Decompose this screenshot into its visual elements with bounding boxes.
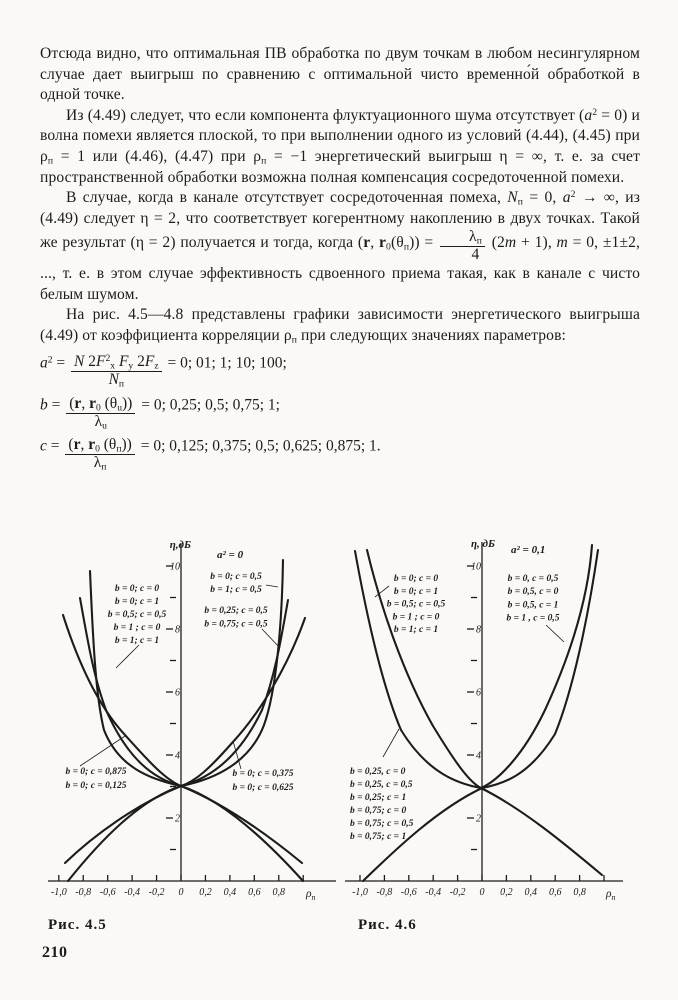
x-tick-label: 0,8 bbox=[272, 887, 286, 898]
curve-label: b = 0,75; c = 1 bbox=[350, 832, 407, 842]
figure-4-5-plot bbox=[40, 538, 350, 910]
curve-label: b = 0; c = 0 bbox=[393, 574, 439, 584]
paragraph-1: Отсюда видно, что оптимальная ПВ обработка по двум точкам в любом несингулярном случае дает выигрыш по сравнению с оптимальной чисто временно́й обработкой в одной точке. bbox=[40, 45, 640, 104]
y-tick-label: 10 bbox=[471, 561, 481, 573]
curve-label: b = 1 ; c = 0 bbox=[113, 623, 161, 633]
x-tick-label: 0,6 bbox=[548, 887, 562, 898]
page-number: 210 bbox=[42, 944, 68, 961]
label-leader-line bbox=[266, 585, 278, 587]
y-tick-label: 6 bbox=[175, 687, 180, 699]
curve-label: b = 0,25; c = 1 bbox=[350, 793, 407, 803]
y-axis-label: η,дБ bbox=[169, 539, 191, 551]
x-tick-label: 0,2 bbox=[199, 887, 212, 898]
figure-4-6 bbox=[343, 538, 628, 910]
curve-label: b = 0,5; c = 0,5 bbox=[386, 599, 446, 610]
y-tick-label: 8 bbox=[175, 624, 180, 636]
chart-title-a2: a² = 0 bbox=[217, 549, 244, 561]
formula-a2: $a^2$ = $\frac{N 2F^2_x F_y 2F_z}{N_п}$ = 0; 01; 1; 10; 100; bbox=[40, 353, 287, 390]
label-leader-line bbox=[262, 629, 280, 648]
label-leader-line bbox=[116, 645, 139, 668]
curve-label: b = 1; c = 1 bbox=[393, 625, 439, 636]
x-axis-symbol: $\rho_п$ bbox=[606, 888, 616, 902]
curve-label: b = 0; c = 1 bbox=[114, 597, 160, 607]
label-leader-line bbox=[546, 625, 564, 642]
x-axis-symbol: $\rho_п$ bbox=[306, 888, 316, 902]
curve-label: b = 0,5; c = 0,5 bbox=[107, 610, 167, 620]
y-tick-label: 4 bbox=[476, 750, 481, 762]
curve-label: b = 0; c = 0,375 bbox=[232, 769, 294, 779]
curve-label: b = 0,5, c = 0 bbox=[507, 587, 559, 598]
x-tick-label: -0,2 bbox=[148, 887, 165, 898]
curve-label: b = 1; c = 0,5 bbox=[210, 585, 262, 595]
x-tick-label: 0,8 bbox=[573, 887, 586, 898]
curve-label: b = 1 , c = 0,5 bbox=[506, 613, 560, 624]
curve-label: b = 0; c = 0 bbox=[114, 584, 160, 594]
y-tick-label: 6 bbox=[476, 687, 481, 699]
y-tick-label: 10 bbox=[170, 561, 180, 573]
figure-4-6-caption: Рис. 4.6 bbox=[358, 917, 417, 933]
curve-label: b = 0; c = 0,875 bbox=[65, 767, 127, 777]
text-column bbox=[40, 44, 640, 479]
paragraph-4: На рис. 4.5—4.8 представлены графики зависимости энергетического выигрыша (4.49) от коэффициента корреляции $\rho_п$ при следующих значениях параметров: bbox=[40, 306, 640, 346]
curve-label: b = 0; c = 1 bbox=[393, 586, 439, 597]
parameter-formulas bbox=[40, 354, 640, 471]
curve-label: b = 0; c = 0,5 bbox=[210, 572, 262, 582]
y-tick-label: 2 bbox=[476, 813, 481, 825]
x-tick-label: -0,6 bbox=[99, 887, 116, 898]
x-tick-label: -0,2 bbox=[449, 887, 466, 898]
x-tick-label: 0,4 bbox=[223, 887, 237, 898]
curve-upperright-to-lowerleft-outer bbox=[65, 618, 305, 881]
x-tick-label: 0,4 bbox=[524, 887, 538, 898]
label-leader-line bbox=[383, 729, 399, 757]
curve-label: b = 0,75; c = 0 bbox=[350, 806, 407, 816]
x-tick-label: -0,8 bbox=[75, 887, 92, 898]
y-tick-label: 8 bbox=[476, 624, 481, 636]
label-leader-line bbox=[80, 736, 125, 766]
y-tick-label: 4 bbox=[175, 750, 180, 762]
x-tick-label: 0,2 bbox=[500, 887, 513, 898]
curve-label: b = 0,25, c = 0 bbox=[350, 767, 406, 777]
x-tick-label: 0 bbox=[178, 887, 184, 898]
figure-4-6-plot bbox=[343, 538, 628, 910]
curve-upperleft-to-lowerright-outer bbox=[63, 615, 303, 881]
x-tick-label: -0,8 bbox=[376, 887, 393, 898]
curve-label: b = 0,75; c = 0,5 bbox=[204, 619, 268, 630]
x-tick-label: -0,6 bbox=[400, 887, 417, 898]
x-tick-label: -0,4 bbox=[124, 887, 141, 898]
chart-title-a2: a² = 0,1 bbox=[511, 544, 546, 556]
curve-label: b = 1 ; c = 0 bbox=[392, 612, 440, 623]
x-tick-label: 0 bbox=[479, 887, 485, 898]
figure-4-5-caption: Рис. 4.5 bbox=[48, 917, 107, 933]
y-tick-label: 2 bbox=[175, 813, 180, 825]
formula-b: b = $\frac{(r, r_0 (\theta_u))}{\lambda_u}$ = 0; 0,25; 0,5; 0,75; 1; bbox=[40, 394, 280, 431]
curve-label: b = 1; c = 1 bbox=[114, 636, 160, 646]
x-tick-label: -1,0 bbox=[50, 887, 67, 898]
figure-4-5 bbox=[40, 538, 350, 910]
curve-label: b = 0; c = 0,625 bbox=[232, 783, 294, 793]
formula-c: c = $\frac{(r, r_0 (\theta_п))}{\lambda_п}$ = 0; 0,125; 0,375; 0,5; 0,625; 0,875; 1. bbox=[40, 436, 381, 473]
curve-label: b = 0,25, c = 0,5 bbox=[350, 780, 413, 790]
x-tick-label: -0,4 bbox=[425, 887, 442, 898]
y-axis-label: η, дБ bbox=[471, 538, 495, 550]
paragraph-2: Из (4.49) следует, что если компонента флуктуационного шума отсутствует $(a^2 = 0)$ и волна помехи является плоской, то при выполнении одного из условий (4.44), (4.45) при $\rho_п = 1$ или (4.46), (4.47) при $\rho_п = -1$ энергетический выигрыш η = ∞, т. е. за счет пространственной обработки возможна полная компенсация сосредоточенной помехи. bbox=[40, 106, 640, 186]
x-tick-label: 0,6 bbox=[248, 887, 261, 898]
curve-label: b = 0,5, c = 1 bbox=[507, 600, 559, 611]
curve-label: b = 0; c = 0,125 bbox=[65, 781, 127, 791]
x-tick-label: -1,0 bbox=[352, 887, 368, 898]
paragraph-3: В случае, когда в канале отсутствует сосредоточенная помеха, $N_п = 0$, $a^2$ → ∞, из (4.49) следует η = 2, что соответствует когерентному накоплению в двух точках. Такой же результат (η = 2) получается и тогда, когда (r, $r_0(\theta_п)$) = $\frac{\lambda_п}{4}$ (2m + 1), m = 0, ±1±2, ..., т. е. в этом случае эффективность сдвоенного приема такая, как в канале с чисто белым шумом. bbox=[40, 189, 640, 303]
curve-label: b = 0,25; c = 0,5 bbox=[204, 606, 268, 616]
curve-label: b = 0,75; c = 0,5 bbox=[350, 819, 414, 829]
curve-label: b = 0, c = 0,5 bbox=[507, 574, 559, 584]
